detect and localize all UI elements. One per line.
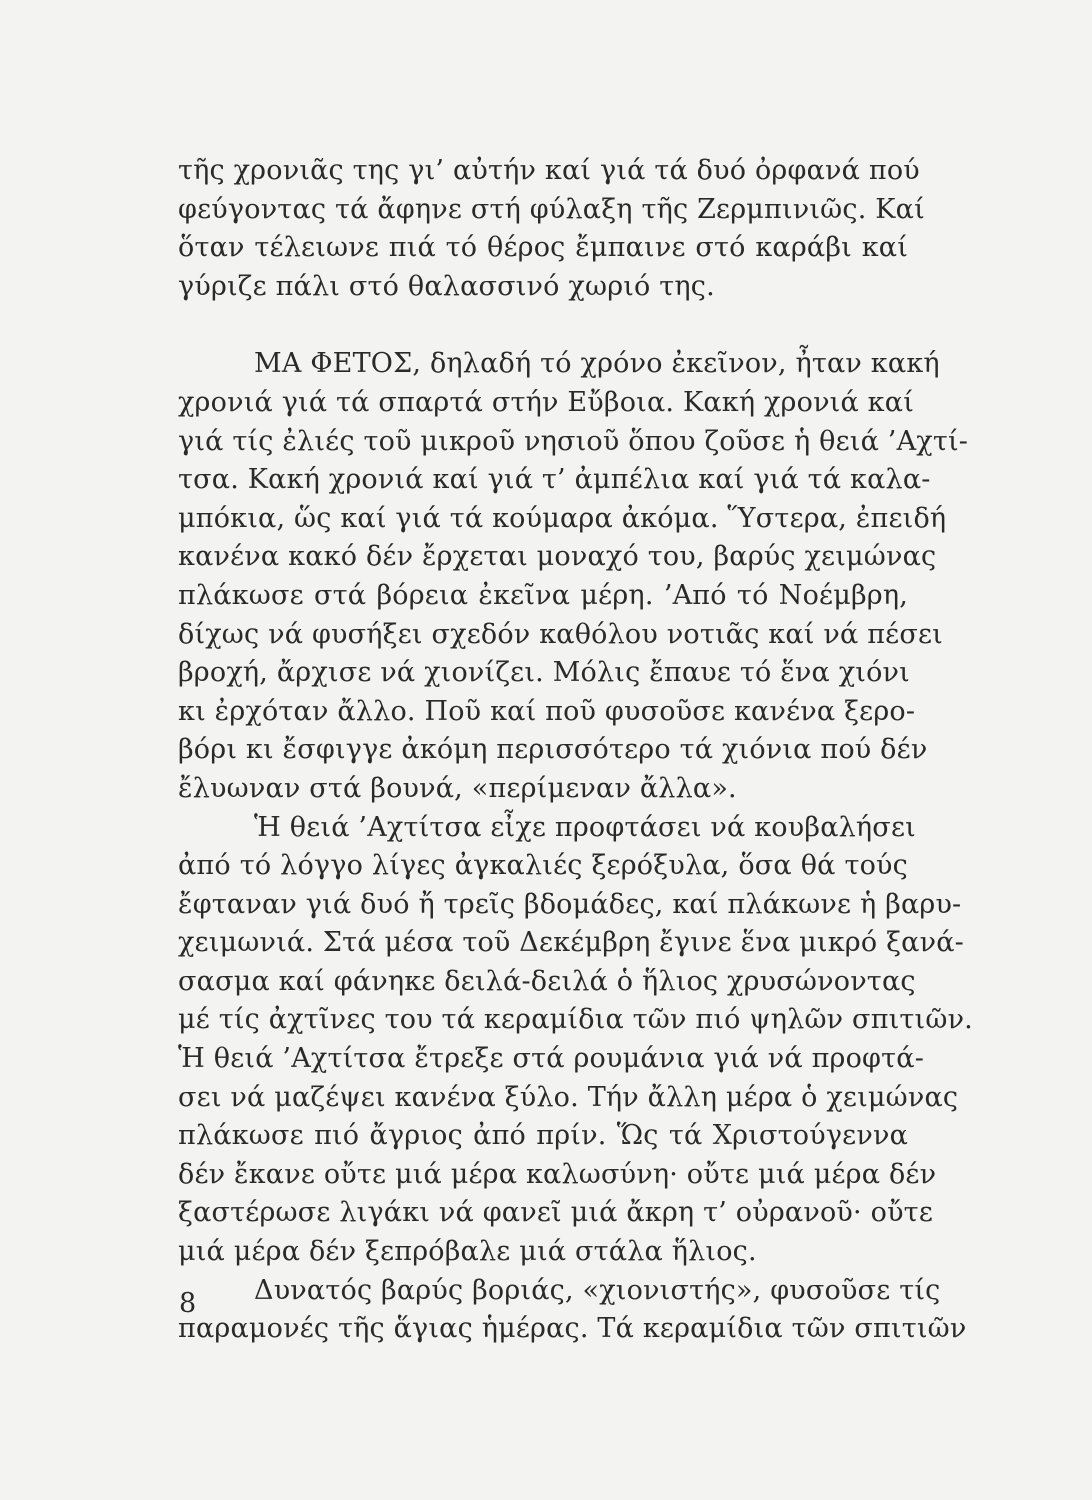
text-line: ὅταν τέλειωνε πιά τό θέρος ἔμπαινε στό καράβι καί — [178, 232, 908, 264]
text-line: χρονιά γιά τά σπαρτά στήν Εὔβοια. Κακή χρονιά καί — [178, 386, 914, 418]
text-line: μέ τίς ἀχτῖνες του τά κεραμίδια τῶν πιό ψηλῶν σπιτιῶν. — [178, 1004, 973, 1036]
text-line: πλάκωσε στά βόρεια ἐκεῖνα μέρη. ’Από τό Νοέμβρη, — [178, 579, 908, 611]
text-line: δίχως νά φυσήξει σχεδόν καθόλου νοτιᾶς καί νά πέσει — [178, 618, 943, 650]
body-text — [178, 152, 973, 1349]
text-line: ἀπό τό λόγγο λίγες ἀγκαλιές ξερόξυλα, ὅσα θά τούς — [178, 850, 908, 882]
text-line: μιά μέρα δέν ξεπρόβαλε μιά στάλα ἥλιος. — [178, 1236, 757, 1268]
text-line: πλάκωσε πιό ἄγριος ἀπό πρίν. Ὥς τά Χριστούγεννα — [178, 1120, 908, 1152]
page-number: 8 — [179, 1288, 197, 1319]
text-line: παραμονές τῆς ἅγιας ἡμέρας. Τά κεραμίδια τῶν σπιτιῶν — [178, 1313, 967, 1345]
text-line: ξαστέρωσε λιγάκι νά φανεῖ μιά ἄκρη τ’ οὐρανοῦ· οὔτε — [178, 1197, 934, 1229]
paragraph — [178, 1272, 967, 1349]
text-line: Ἡ θειά ’Αχτίτσα εἶχε προφτάσει νά κουβαλήσει — [254, 811, 916, 843]
text-line: κανένα κακό δέν ἔρχεται μοναχό του, βαρύς χειμώνας — [178, 541, 937, 573]
text-line: βόρι κι ἔσφιγγε ἀκόμη περισσότερο τά χιόνια πού δέν — [178, 734, 928, 766]
text-line: τσα. Κακή χρονιά καί γιά τ’ ἀμπέλια καί γιά τά καλα- — [178, 464, 931, 496]
text-line: γύριζε πάλι στό θαλασσινό χωριό της. — [178, 270, 715, 302]
text-line: δέν ἔκανε οὔτε μιά μέρα καλωσύνη· οὔτε μιά μέρα δέν — [178, 1158, 937, 1190]
paragraph — [178, 345, 969, 808]
paragraph-gap — [178, 306, 908, 345]
text-line: Ἡ θειά ’Αχτίτσα ἔτρεξε στά ρουμάνια γιά νά προφτά- — [178, 1043, 925, 1075]
text-line: Δυνατός βαρύς βοριάς, «χιονιστής», φυσοῦσε τίς — [254, 1274, 941, 1306]
text-line: ἔλυωναν στά βουνά, «περίμεναν ἄλλα». — [178, 772, 737, 804]
text-line: βροχή, ἄρχισε νά χιονίζει. Μόλις ἔπαυε τό ἕνα χιόνι — [178, 657, 910, 689]
text-line: ΜΑ ΦΕΤΟΣ, δηλαδή τό χρόνο ἐκεῖνον, ἦταν κακή — [254, 348, 940, 380]
text-line: γιά τίς ἐλιές τοῦ μικροῦ νησιοῦ ὅπου ζοῦσε ἡ θειά ’Αχτί- — [178, 425, 969, 457]
text-line: σασμα καί φάνηκε δειλά-δειλά ὁ ἥλιος χρυσώνοντας — [178, 965, 916, 997]
text-line: ἔφταναν γιά δυό ἤ τρεῖς βδομάδες, καί πλάκωνε ἡ βαρυ- — [178, 888, 962, 920]
text-line: σει νά μαζέψει κανένα ξύλο. Τήν ἄλλη μέρα ὁ χειμώνας — [178, 1081, 959, 1113]
paragraph — [178, 809, 973, 1272]
text-line: φεύγοντας τά ἄφηνε στή φύλαξη τῆς Ζερμπινιῶς. Καί — [178, 193, 925, 225]
text-line: τῆς χρονιᾶς της γι’ αὐτήν καί γιά τά δυό ὀρφανά πού — [178, 155, 920, 186]
text-line: μπόκια, ὥς καί γιά τά κούμαρα ἀκόμα. Ὕστερα, ἐπειδή — [178, 502, 947, 534]
paragraph — [178, 152, 925, 306]
text-line: κι ἐρχόταν ἄλλο. Ποῦ καί ποῦ φυσοῦσε κανένα ξερο- — [178, 695, 916, 727]
text-line: χειμωνιά. Στά μέσα τοῦ Δεκέμβρη ἔγινε ἕνα μικρό ξανά- — [178, 927, 964, 959]
